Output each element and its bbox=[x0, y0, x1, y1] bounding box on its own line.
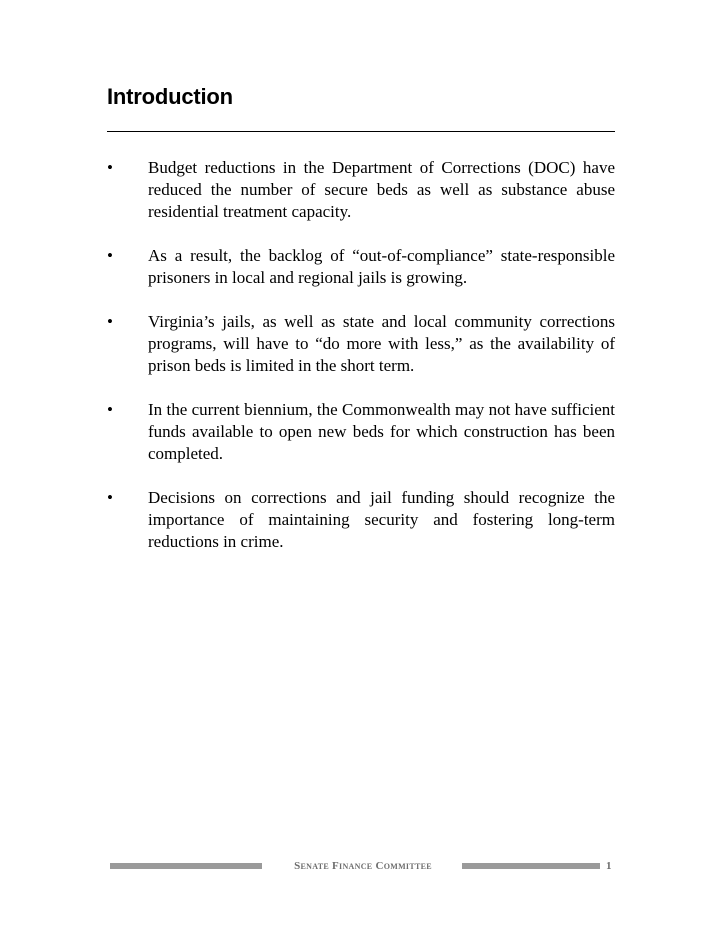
bullet-text: In the current biennium, the Commonwealth may not have sufficient funds available to open new beds for which construction has been completed. bbox=[148, 400, 615, 463]
page-number: 1 bbox=[606, 860, 612, 872]
list-item bbox=[107, 245, 615, 289]
bullet-marker: • bbox=[107, 246, 113, 265]
footer-bar-left bbox=[110, 863, 262, 869]
bullet-marker: • bbox=[107, 488, 113, 507]
title-divider bbox=[107, 131, 615, 132]
footer-bar-right bbox=[462, 863, 600, 869]
list-item bbox=[107, 399, 615, 465]
bullet-marker: • bbox=[107, 158, 113, 177]
bullet-text: Decisions on corrections and jail funding should recognize the importance of maintaining security and fostering long-term reductions in crime. bbox=[148, 488, 615, 551]
list-item bbox=[107, 311, 615, 377]
bullet-marker: • bbox=[107, 400, 113, 419]
bullet-text: As a result, the backlog of “out-of-compliance” state-responsible prisoners in local and regional jails is growing. bbox=[148, 246, 615, 287]
bullet-text: Budget reductions in the Department of Corrections (DOC) have reduced the number of secure beds as well as substance abuse residential treatment capacity. bbox=[148, 158, 615, 221]
bullet-text: Virginia’s jails, as well as state and local community corrections programs, will have to “do more with less,” as the availability of prison beds is limited in the short term. bbox=[148, 312, 615, 375]
page-footer bbox=[110, 858, 615, 874]
list-item bbox=[107, 157, 615, 223]
list-item bbox=[107, 487, 615, 553]
page-title: Introduction bbox=[107, 84, 233, 109]
footer-committee-label: Senate Finance Committee bbox=[294, 860, 432, 872]
bullet-marker: • bbox=[107, 312, 113, 331]
bullet-list bbox=[107, 157, 615, 575]
